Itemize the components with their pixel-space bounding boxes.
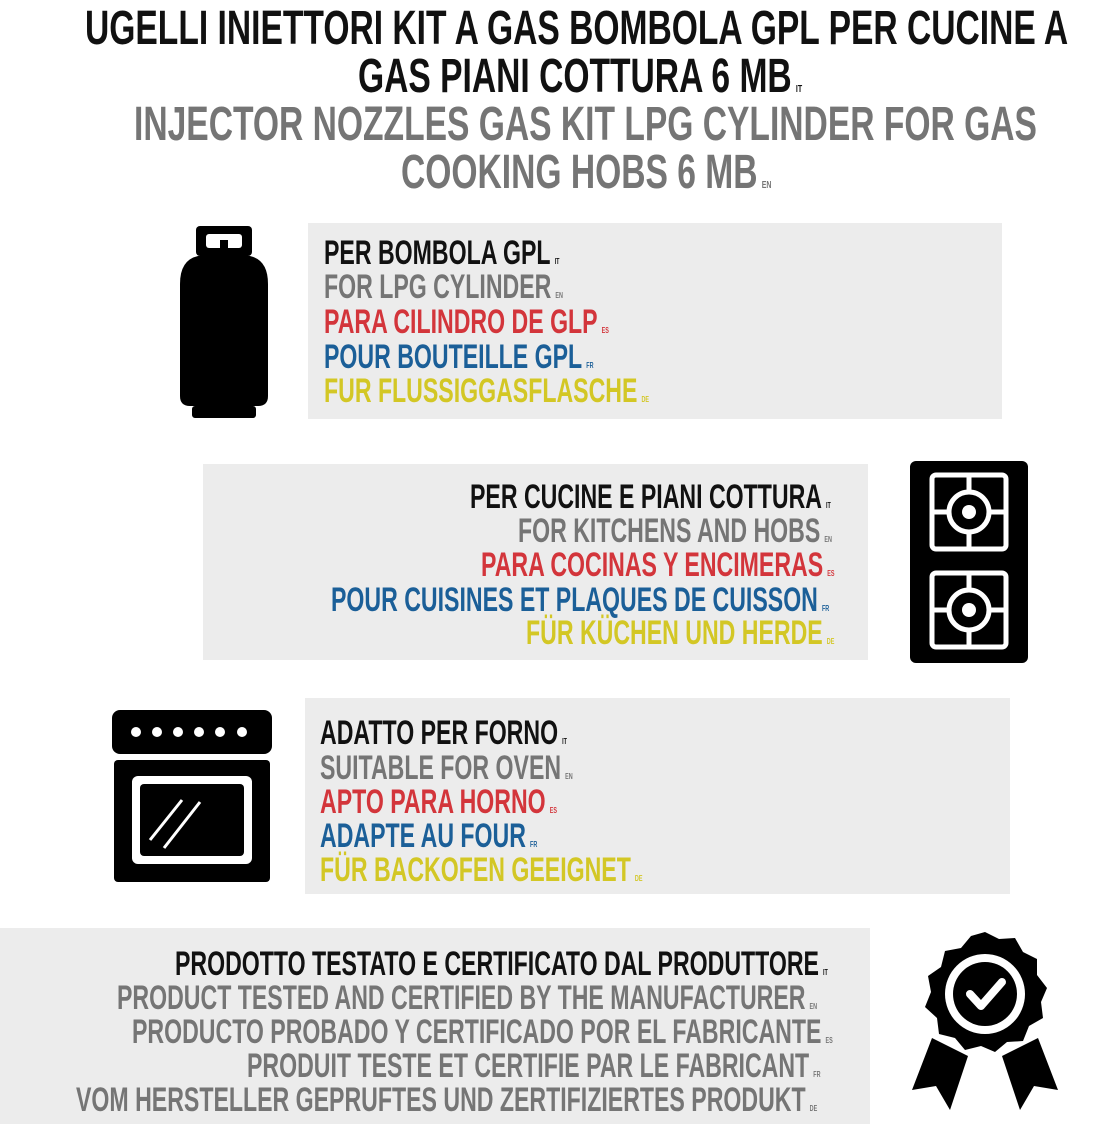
title-it-line-1	[85, 4, 1116, 54]
section-4-line-fr-text: PRODUIT TESTE ET CERTIFIE PAR LE FABRICANT	[247, 1047, 810, 1085]
section-3-tag-it: IT	[562, 737, 567, 746]
section-2-tag-en: EN	[824, 535, 832, 544]
section-4-tag-en: EN	[809, 1002, 818, 1011]
section-1-line-fr-text: POUR BOUTEILLE GPL	[324, 338, 583, 376]
section-4-tag-de: DE	[809, 1104, 818, 1113]
section-3-line-de-text: FÜR BACKOFEN GEEIGNET	[320, 851, 631, 889]
title-it-tag: IT	[795, 84, 803, 95]
section-4-line-en-text: PRODUCT TESTED AND CERTIFIED BY THE MANUFACTURER	[117, 979, 806, 1017]
title-en-line-1	[134, 100, 1116, 150]
section-2-line-de	[526, 616, 979, 659]
section-1-line-en-text: FOR LPG CYLINDER	[324, 268, 552, 306]
section-3-tag-en: EN	[565, 772, 573, 781]
section-1-tag-it: IT	[554, 257, 560, 266]
section-3-line-es-text: APTO PARA HORNO	[320, 783, 546, 821]
section-4-tag-fr: FR	[813, 1070, 821, 1079]
section-3-line-fr-text: ADAPTE AU FOUR	[320, 817, 526, 855]
section-2-tag-es: ES	[827, 569, 835, 578]
title-en-tag: EN	[761, 180, 772, 191]
section-3-tag-es: ES	[549, 806, 557, 815]
section-1-tag-es: ES	[601, 326, 609, 335]
section-2-line-es-text: PARA COCINAS Y ENCIMERAS	[481, 546, 824, 584]
title-it-line-1-text: UGELLI INIETTORI KIT A GAS BOMBOLA GPL PER CUCINE A	[85, 2, 1069, 55]
title-en-line-2-text: COOKING HOBS 6 MB	[401, 146, 758, 199]
section-3-tag-de: DE	[634, 874, 643, 883]
title-it-line-2-text: GAS PIANI COTTURA 6 MB	[358, 50, 792, 103]
section-1-line-de	[324, 374, 802, 417]
section-2-line-it-text: PER CUCINE E PIANI COTTURA	[470, 478, 822, 516]
section-1-tag-fr: FR	[586, 361, 594, 370]
section-2-line-de-text: FÜR KÜCHEN UND HERDE	[526, 614, 823, 652]
section-2-line-fr-text: POUR CUISINES ET PLAQUES DE CUISSON	[331, 581, 818, 619]
section-4-tag-it: IT	[823, 968, 828, 977]
section-2-tag-de: DE	[826, 637, 835, 646]
section-4-line-de	[76, 1083, 1116, 1126]
section-2-tag-it: IT	[826, 501, 831, 510]
section-2-line-en-text: FOR KITCHENS AND HOBS	[518, 512, 821, 550]
title-en-line-2	[401, 148, 1116, 211]
section-1-tag-de: DE	[641, 395, 650, 404]
section-1-line-de-text: FUR FLUSSIGGASFLASCHE	[324, 372, 638, 410]
section-4-line-it-text: PRODOTTO TESTATO E CERTIFICATO DAL PRODUTTORE	[175, 945, 819, 983]
section-4-line-de-text: VOM HERSTELLER GEPRUFTES UND ZERTIFIZIERTES PRODUKT	[76, 1081, 806, 1119]
section-3-line-en-text: SUITABLE FOR OVEN	[320, 749, 562, 787]
section-1-line-es-text: PARA CILINDRO DE GLP	[324, 303, 598, 341]
gas-cylinder-icon	[176, 224, 272, 420]
section-3-line-it-text: ADATTO PER FORNO	[320, 714, 559, 752]
section-3-line-de	[320, 853, 794, 896]
section-2-tag-fr: FR	[821, 604, 830, 613]
section-3-tag-fr: FR	[530, 840, 538, 849]
section-4-tag-es: ES	[825, 1036, 833, 1045]
section-4-line-es-text: PRODUCTO PROBADO Y CERTIFICADO POR EL FABRICANTE	[132, 1013, 822, 1051]
oven-icon	[110, 708, 274, 884]
title-en-line-1-text: INJECTOR NOZZLES GAS KIT LPG CYLINDER FOR GAS	[134, 98, 1037, 151]
section-1-line-it-text: PER BOMBOLA GPL	[324, 234, 551, 272]
section-1-tag-en: EN	[555, 291, 563, 300]
